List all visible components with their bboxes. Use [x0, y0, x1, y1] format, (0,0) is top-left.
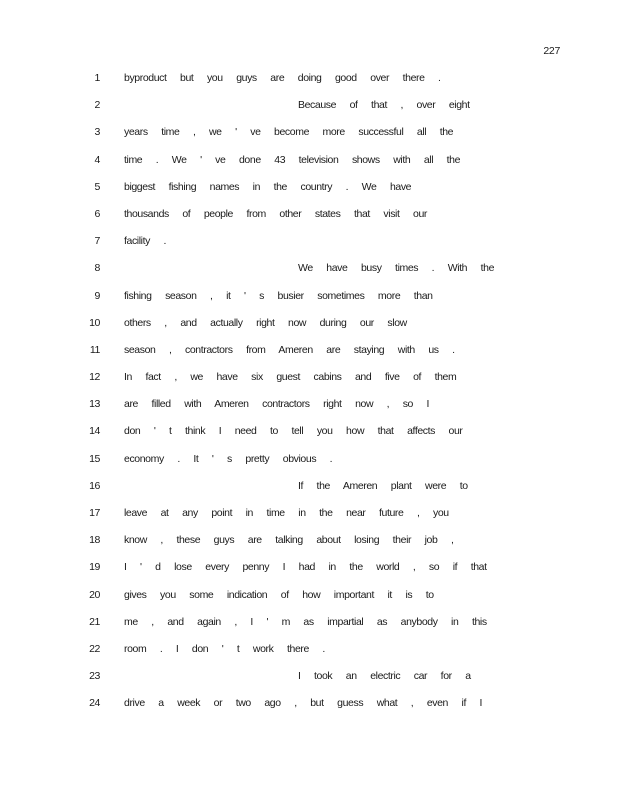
transcript-line — [0, 337, 618, 364]
transcript-line — [0, 92, 618, 119]
transcript-line — [0, 582, 618, 609]
transcript-line — [0, 446, 618, 473]
line-text: economy . It ' s pretty obvious . — [124, 452, 333, 465]
line-text: If the Ameren plant were to — [298, 479, 468, 492]
line-number: 4 — [94, 153, 100, 166]
line-number: 8 — [94, 262, 100, 275]
transcript-body — [0, 65, 618, 718]
page-number: 227 — [543, 45, 560, 57]
transcript-line — [0, 636, 618, 663]
line-number: 14 — [89, 425, 100, 438]
line-text: me , and again , I ' m as impartial as anybody in this — [124, 615, 487, 628]
transcript-line — [0, 418, 618, 445]
transcript-line — [0, 554, 618, 581]
transcript-line — [0, 147, 618, 174]
line-text: time . We ' ve done 43 television shows with all the — [124, 153, 461, 166]
line-text: fishing season , it ' s busier sometimes more than — [124, 289, 433, 302]
transcript-line — [0, 391, 618, 418]
transcript-line — [0, 473, 618, 500]
line-text: gives you some indication of how important it is to — [124, 588, 434, 601]
line-text: biggest fishing names in the country . We have — [124, 180, 412, 193]
line-number: 20 — [89, 588, 100, 601]
line-number: 2 — [94, 99, 100, 112]
line-text: are filled with Ameren contractors right now , so I — [124, 398, 430, 411]
line-number: 13 — [89, 398, 100, 411]
line-number: 17 — [89, 507, 100, 519]
line-number: 7 — [94, 235, 100, 248]
line-text: facility . — [124, 235, 167, 248]
transcript-line — [0, 201, 618, 228]
line-text: season , contractors from Ameren are staying with us . — [124, 343, 455, 356]
transcript-line — [0, 527, 618, 554]
transcript-line — [0, 283, 618, 310]
line-text: We have busy times . With the — [298, 262, 495, 275]
transcript-line — [0, 310, 618, 337]
line-text: I took an electric car for a — [298, 670, 471, 683]
line-number: 3 — [94, 126, 100, 139]
line-number: 21 — [89, 615, 100, 628]
transcript-line — [0, 500, 618, 527]
line-number: 5 — [94, 180, 100, 193]
line-number: 11 — [89, 343, 100, 356]
line-number: 24 — [89, 697, 100, 710]
line-number: 9 — [94, 289, 100, 302]
line-number: 12 — [89, 371, 100, 384]
line-text: don ' t think I need to tell you how that affects our — [124, 425, 463, 438]
transcript-line — [0, 663, 618, 690]
transcript-line — [0, 364, 618, 391]
transcript-line — [0, 609, 618, 636]
line-text: thousands of people from other states that visit our — [124, 207, 427, 220]
line-text: leave at any point in time in the near future , you — [124, 507, 449, 519]
transcript-line — [0, 174, 618, 201]
transcript-line — [0, 65, 618, 92]
line-number: 1 — [94, 72, 100, 84]
line-text: In fact , we have six guest cabins and five of them — [124, 371, 457, 384]
line-number: 23 — [89, 670, 100, 683]
line-number: 18 — [89, 534, 100, 547]
line-number: 22 — [89, 642, 100, 655]
line-number: 15 — [89, 452, 100, 465]
line-text: others , and actually right now during our slow — [124, 316, 407, 329]
line-text: room . I don ' t work there . — [124, 642, 325, 655]
line-text: know , these guys are talking about losing their job , — [124, 534, 454, 547]
transcript-line — [0, 119, 618, 146]
line-number: 10 — [89, 316, 100, 329]
line-text: I ' d lose every penny I had in the world , so if that — [124, 561, 487, 574]
line-number: 6 — [94, 207, 100, 220]
transcript-line — [0, 255, 618, 282]
line-text: byproduct but you guys are doing good over there . — [124, 72, 441, 84]
transcript-line — [0, 228, 618, 255]
line-text: drive a week or two ago , but guess what , even if I — [124, 697, 482, 710]
line-number: 16 — [89, 479, 100, 492]
line-text: years time , we ' ve become more successful all the — [124, 126, 454, 139]
transcript-line — [0, 690, 618, 717]
line-number: 19 — [89, 561, 100, 574]
line-text: Because of that , over eight — [298, 99, 470, 112]
